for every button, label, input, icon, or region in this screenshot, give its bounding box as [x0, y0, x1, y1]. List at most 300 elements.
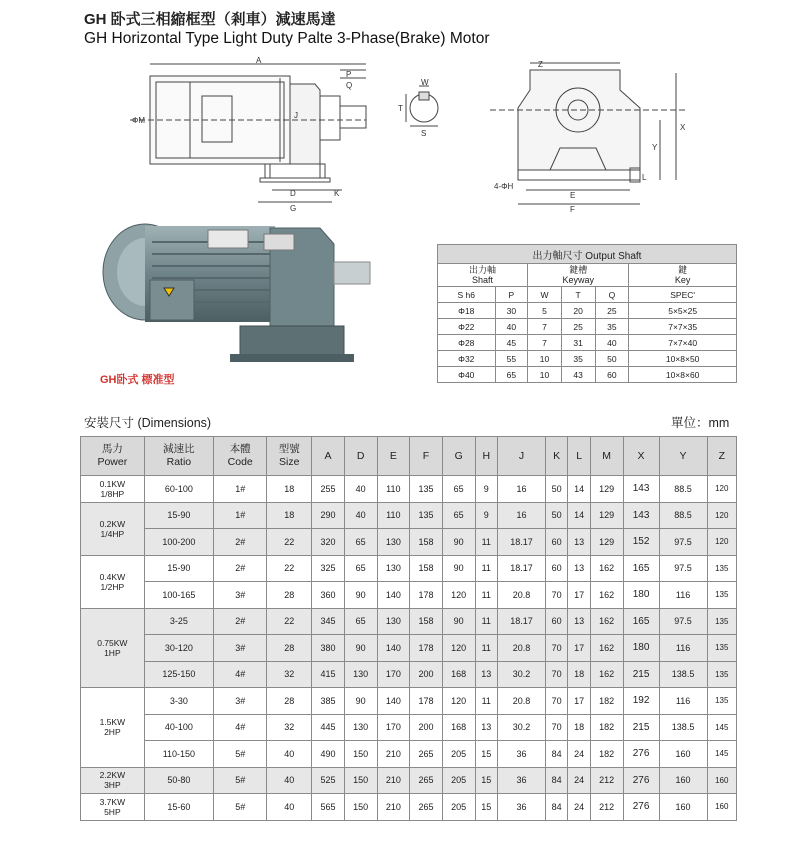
dimensions-cell: 160: [707, 767, 736, 794]
dimensions-cell: 192: [623, 688, 659, 715]
dimensions-cell: 165: [623, 555, 659, 582]
dimensions-cell: 84: [545, 767, 567, 794]
output-shaft-row: [438, 351, 737, 367]
dimensions-column-header: A: [312, 437, 345, 476]
dimensions-cell: 150: [344, 794, 377, 821]
dimensions-cell: 60: [545, 555, 567, 582]
dimensions-row: [81, 608, 737, 635]
output-shaft-cell: Φ32: [438, 351, 496, 367]
dimensions-cell: 70: [545, 688, 567, 715]
dimensions-cell: 158: [410, 608, 443, 635]
dimensions-cell: 22: [267, 555, 312, 582]
dimensions-cell: 152: [623, 529, 659, 556]
output-shaft-column-row: [438, 287, 737, 303]
output-shaft-column-header: T: [561, 287, 595, 303]
dimensions-cell: 129: [590, 476, 623, 503]
output-shaft-cell: Φ28: [438, 335, 496, 351]
output-shaft-cell: 20: [561, 303, 595, 319]
dimensions-cell: 160: [659, 741, 707, 768]
dimensions-cell: 385: [312, 688, 345, 715]
dimensions-cell: 116: [659, 582, 707, 609]
dimensions-cell: 18: [267, 476, 312, 503]
dimensions-cell: 1#: [214, 476, 267, 503]
dimensions-column-header: 本體 Code: [214, 437, 267, 476]
output-shaft-cell: 30: [495, 303, 528, 319]
dimensions-cell: 11: [475, 608, 497, 635]
dim-label-m: ΦM: [132, 116, 146, 125]
output-shaft-cell: 60: [595, 367, 629, 383]
dimensions-row: [81, 476, 737, 503]
dimensions-cell: 205: [442, 767, 475, 794]
output-shaft-cell: 7: [528, 319, 562, 335]
output-shaft-cell: 10×8×60: [629, 367, 737, 383]
power-cell: 3.7KW 5HP: [81, 794, 145, 821]
output-shaft-group-header: [438, 264, 737, 287]
dimensions-cell: 130: [344, 714, 377, 741]
dimensions-cell: 65: [442, 502, 475, 529]
dimensions-cell: 13: [475, 661, 497, 688]
dim-label-w: W: [421, 78, 429, 87]
dimensions-cell: 162: [590, 582, 623, 609]
dimensions-cell: 24: [568, 767, 590, 794]
dimensions-row: [81, 767, 737, 794]
dimensions-label: 安裝尺寸 (Dimensions): [84, 416, 212, 430]
dimensions-cell: 135: [707, 555, 736, 582]
dimensions-cell: 135: [707, 635, 736, 662]
dimensions-cell: 97.5: [659, 555, 707, 582]
dimensions-cell: 9: [475, 476, 497, 503]
dimensions-cell: 168: [442, 661, 475, 688]
dimensions-cell: 50-80: [144, 767, 213, 794]
output-shaft-column-header: SPEC': [629, 287, 737, 303]
dimensions-cell: 143: [623, 502, 659, 529]
output-shaft-cell: 10: [528, 351, 562, 367]
dimensions-cell: 145: [707, 714, 736, 741]
dimensions-cell: 325: [312, 555, 345, 582]
dimensions-cell: 28: [267, 688, 312, 715]
dimensions-cell: 22: [267, 529, 312, 556]
output-shaft-row: [438, 319, 737, 335]
dim-label-p: P: [346, 70, 352, 79]
dimensions-cell: 445: [312, 714, 345, 741]
dimensions-column-header: 馬力 Power: [81, 437, 145, 476]
dimensions-cell: 14: [568, 502, 590, 529]
dimensions-cell: 90: [344, 635, 377, 662]
dimensions-cell: 20.8: [497, 688, 545, 715]
dimensions-cell: 120: [707, 476, 736, 503]
dimensions-cell: 160: [707, 794, 736, 821]
dimensions-column-header: E: [377, 437, 410, 476]
side-view-drawing: [130, 56, 370, 216]
dimensions-cell: 212: [590, 794, 623, 821]
power-cell: 0.2KW 1/4HP: [81, 502, 145, 555]
dimensions-cell: 97.5: [659, 529, 707, 556]
dimensions-cell: 18.17: [497, 608, 545, 635]
keyway-group-header: 鍵槽 Keyway: [528, 264, 629, 287]
power-cell: 1.5KW 2HP: [81, 688, 145, 768]
dimensions-cell: 135: [410, 476, 443, 503]
dim-label-j: J: [294, 111, 298, 120]
dimensions-cell: 138.5: [659, 714, 707, 741]
dimensions-cell: 345: [312, 608, 345, 635]
dimensions-cell: 129: [590, 529, 623, 556]
dimensions-column-header: M: [590, 437, 623, 476]
dim-label-d: D: [290, 189, 296, 198]
dimensions-cell: 2#: [214, 555, 267, 582]
dimensions-cell: 145: [707, 741, 736, 768]
dimensions-cell: 3#: [214, 688, 267, 715]
dimensions-cell: 4#: [214, 714, 267, 741]
dimensions-cell: 290: [312, 502, 345, 529]
dimensions-cell: 13: [568, 529, 590, 556]
dimensions-cell: 18: [568, 661, 590, 688]
dimensions-cell: 13: [475, 714, 497, 741]
dimensions-cell: 265: [410, 767, 443, 794]
dimensions-column-header: L: [568, 437, 590, 476]
output-shaft-table: [437, 244, 737, 383]
dimensions-column-header: J: [497, 437, 545, 476]
dimensions-row: [81, 529, 737, 556]
dimensions-row: [81, 794, 737, 821]
front-view-drawing: [490, 58, 690, 214]
dimensions-cell: 5#: [214, 794, 267, 821]
dimensions-cell: 15-90: [144, 555, 213, 582]
dimensions-cell: 20.8: [497, 635, 545, 662]
dimensions-cell: 210: [377, 741, 410, 768]
dimensions-cell: 160: [659, 794, 707, 821]
dimensions-cell: 65: [442, 476, 475, 503]
output-shaft-cell: 40: [495, 319, 528, 335]
output-shaft-cell: 7×7×40: [629, 335, 737, 351]
dimensions-cell: 170: [377, 714, 410, 741]
dimensions-cell: 90: [442, 608, 475, 635]
dimensions-cell: 14: [568, 476, 590, 503]
dim-label-s: S: [421, 129, 427, 138]
dimensions-cell: 60-100: [144, 476, 213, 503]
dimensions-cell: 162: [590, 555, 623, 582]
page-title-english: GH Horizontal Type Light Duty Palte 3-Phase(Brake) Motor: [84, 30, 490, 47]
dimensions-row: [81, 635, 737, 662]
dimensions-cell: 265: [410, 741, 443, 768]
dimensions-cell: 162: [590, 635, 623, 662]
dimensions-cell: 168: [442, 714, 475, 741]
dimensions-cell: 116: [659, 688, 707, 715]
dim-label-e: E: [570, 191, 576, 200]
dimensions-cell: 135: [707, 582, 736, 609]
dimensions-column-header: H: [475, 437, 497, 476]
dimensions-cell: 2#: [214, 608, 267, 635]
dimensions-cell: 11: [475, 555, 497, 582]
dimensions-cell: 60: [545, 529, 567, 556]
dimensions-cell: 110-150: [144, 741, 213, 768]
dimensions-row: [81, 688, 737, 715]
dimensions-cell: 490: [312, 741, 345, 768]
dimensions-cell: 18.17: [497, 555, 545, 582]
dimensions-cell: 110: [377, 476, 410, 503]
dimensions-cell: 36: [497, 794, 545, 821]
output-shaft-column-header: Q: [595, 287, 629, 303]
output-shaft-cell: 31: [561, 335, 595, 351]
dimensions-cell: 9: [475, 502, 497, 529]
dimensions-cell: 11: [475, 635, 497, 662]
dimensions-cell: 120: [442, 582, 475, 609]
dimensions-row: [81, 714, 737, 741]
dimensions-cell: 17: [568, 635, 590, 662]
dimensions-cell: 15: [475, 767, 497, 794]
dimensions-cell: 15: [475, 794, 497, 821]
dimensions-cell: 178: [410, 688, 443, 715]
output-shaft-cell: 35: [595, 319, 629, 335]
dim-label-l: L: [642, 173, 647, 182]
dimensions-cell: 180: [623, 582, 659, 609]
dimensions-cell: 160: [659, 767, 707, 794]
output-shaft-cell: 43: [561, 367, 595, 383]
dimensions-cell: 65: [344, 555, 377, 582]
dimensions-cell: 135: [707, 688, 736, 715]
dimensions-row: [81, 502, 737, 529]
dimensions-cell: 120: [707, 502, 736, 529]
dim-label-g: G: [290, 204, 297, 213]
output-shaft-cell: 50: [595, 351, 629, 367]
output-shaft-cell: 45: [495, 335, 528, 351]
dimensions-column-header: D: [344, 437, 377, 476]
dimensions-cell: 90: [344, 582, 377, 609]
dimensions-cell: 130: [377, 529, 410, 556]
dimensions-cell: 360: [312, 582, 345, 609]
dimensions-cell: 97.5: [659, 608, 707, 635]
dimensions-cell: 24: [568, 794, 590, 821]
dimensions-cell: 135: [707, 608, 736, 635]
dimensions-header-row: [81, 437, 737, 476]
dimensions-cell: 162: [590, 661, 623, 688]
output-shaft-column-header: W: [528, 287, 562, 303]
dimensions-cell: 84: [545, 794, 567, 821]
dimensions-cell: 50: [545, 502, 567, 529]
dimensions-cell: 158: [410, 555, 443, 582]
shaft-group-header: 出力軸 Shaft: [438, 264, 528, 287]
output-shaft-cell: 40: [595, 335, 629, 351]
dimensions-cell: 5#: [214, 741, 267, 768]
dimensions-column-header: K: [545, 437, 567, 476]
dimensions-cell: 3-30: [144, 688, 213, 715]
output-shaft-cell: 55: [495, 351, 528, 367]
dimensions-row: [81, 582, 737, 609]
output-shaft-cell: Φ40: [438, 367, 496, 383]
dim-label-k: K: [334, 189, 340, 198]
dimensions-cell: 125-150: [144, 661, 213, 688]
dimensions-cell: 13: [568, 555, 590, 582]
dimensions-cell: 120: [707, 529, 736, 556]
dimensions-cell: 28: [267, 582, 312, 609]
output-shaft-row: [438, 367, 737, 383]
dimensions-cell: 138.5: [659, 661, 707, 688]
dim-label-h: 4-ΦH: [494, 182, 514, 191]
dim-label-a: A: [256, 56, 262, 65]
dimensions-cell: 40: [344, 502, 377, 529]
dimensions-cell: 32: [267, 661, 312, 688]
dimensions-cell: 182: [590, 741, 623, 768]
dimensions-cell: 158: [410, 529, 443, 556]
dimensions-cell: 200: [410, 661, 443, 688]
dimensions-cell: 15-60: [144, 794, 213, 821]
output-shaft-row: [438, 303, 737, 319]
output-shaft-cell: 7: [528, 335, 562, 351]
dimensions-cell: 2#: [214, 529, 267, 556]
motor-photo: [90, 214, 375, 366]
dimensions-column-header: Y: [659, 437, 707, 476]
dimensions-cell: 4#: [214, 661, 267, 688]
dimensions-cell: 65: [344, 529, 377, 556]
dimensions-row: [81, 661, 737, 688]
output-shaft-cell: 5: [528, 303, 562, 319]
dimensions-cell: 88.5: [659, 476, 707, 503]
dimensions-cell: 30.2: [497, 661, 545, 688]
dimensions-cell: 110: [377, 502, 410, 529]
dimensions-cell: 32: [267, 714, 312, 741]
dimensions-cell: 320: [312, 529, 345, 556]
dimensions-cell: 90: [442, 555, 475, 582]
power-cell: 0.1KW 1/8HP: [81, 476, 145, 503]
dimensions-cell: 165: [623, 608, 659, 635]
dimensions-cell: 100-165: [144, 582, 213, 609]
dimensions-column-header: G: [442, 437, 475, 476]
dimensions-cell: 16: [497, 502, 545, 529]
dimensions-cell: 11: [475, 529, 497, 556]
dimensions-cell: 116: [659, 635, 707, 662]
dimensions-cell: 5#: [214, 767, 267, 794]
dimensions-cell: 140: [377, 688, 410, 715]
unit-label: 單位：mm: [671, 416, 730, 430]
output-shaft-column-header: S h6: [438, 287, 496, 303]
dimensions-cell: 565: [312, 794, 345, 821]
dimensions-cell: 210: [377, 794, 410, 821]
dimensions-cell: 40: [267, 767, 312, 794]
dimensions-cell: 30.2: [497, 714, 545, 741]
dimensions-cell: 60: [545, 608, 567, 635]
dimensions-cell: 18: [267, 502, 312, 529]
dimensions-cell: 129: [590, 502, 623, 529]
dimensions-cell: 40: [344, 476, 377, 503]
dimensions-cell: 36: [497, 767, 545, 794]
dimensions-cell: 215: [623, 714, 659, 741]
dimensions-cell: 3#: [214, 635, 267, 662]
dimensions-cell: 130: [377, 555, 410, 582]
output-shaft-cell: 35: [561, 351, 595, 367]
dimensions-row: [81, 741, 737, 768]
output-shaft-column-header: P: [495, 287, 528, 303]
dimensions-cell: 100-200: [144, 529, 213, 556]
power-cell: 0.4KW 1/2HP: [81, 555, 145, 608]
output-shaft-cell: 10×8×50: [629, 351, 737, 367]
dimensions-cell: 40: [267, 794, 312, 821]
dimensions-cell: 120: [442, 635, 475, 662]
dimensions-cell: 15: [475, 741, 497, 768]
dimensions-column-header: Z: [707, 437, 736, 476]
page-title-chinese: GH 卧式三相縮框型（剎車）減速馬達: [84, 11, 336, 28]
dimensions-cell: 180: [623, 635, 659, 662]
photo-caption: GH卧式 標准型: [100, 374, 175, 386]
dimensions-cell: 16: [497, 476, 545, 503]
dimensions-cell: 150: [344, 741, 377, 768]
dimensions-cell: 40-100: [144, 714, 213, 741]
dimensions-cell: 162: [590, 608, 623, 635]
dimensions-cell: 90: [344, 688, 377, 715]
dimensions-row: [81, 555, 737, 582]
output-shaft-cell: 25: [595, 303, 629, 319]
dimensions-cell: 135: [707, 661, 736, 688]
dimensions-cell: 150: [344, 767, 377, 794]
dim-label-q: Q: [346, 81, 353, 90]
dimensions-cell: 18: [568, 714, 590, 741]
dimensions-cell: 130: [377, 608, 410, 635]
dimensions-cell: 84: [545, 741, 567, 768]
dim-label-f: F: [570, 205, 575, 214]
output-shaft-cell: 7×7×35: [629, 319, 737, 335]
key-group-header: 鍵 Key: [629, 264, 737, 287]
dimensions-cell: 120: [442, 688, 475, 715]
dimensions-cell: 178: [410, 582, 443, 609]
dimensions-cell: 205: [442, 741, 475, 768]
dimensions-cell: 3#: [214, 582, 267, 609]
dimensions-cell: 15-90: [144, 502, 213, 529]
dimensions-cell: 30-120: [144, 635, 213, 662]
dimensions-cell: 210: [377, 767, 410, 794]
dimensions-cell: 3-25: [144, 608, 213, 635]
dimensions-cell: 178: [410, 635, 443, 662]
dimensions-cell: 200: [410, 714, 443, 741]
dimensions-cell: 40: [267, 741, 312, 768]
dimensions-cell: 182: [590, 714, 623, 741]
dim-label-y: Y: [652, 143, 658, 152]
dimensions-cell: 276: [623, 794, 659, 821]
dimensions-cell: 65: [344, 608, 377, 635]
dimensions-column-header: X: [623, 437, 659, 476]
dimensions-cell: 90: [442, 529, 475, 556]
shaft-end-drawing: [396, 78, 446, 148]
dimensions-cell: 525: [312, 767, 345, 794]
dimensions-table: [80, 436, 737, 821]
dimensions-cell: 143: [623, 476, 659, 503]
output-shaft-cell: 25: [561, 319, 595, 335]
dimensions-cell: 11: [475, 688, 497, 715]
output-shaft-title: 出力軸尺寸 Output Shaft: [438, 245, 737, 264]
dimensions-cell: 20.8: [497, 582, 545, 609]
dimensions-cell: 140: [377, 582, 410, 609]
dimensions-cell: 380: [312, 635, 345, 662]
output-shaft-row: [438, 335, 737, 351]
dimensions-cell: 140: [377, 635, 410, 662]
power-cell: 2.2KW 3HP: [81, 767, 145, 794]
dimensions-cell: 70: [545, 714, 567, 741]
dimensions-cell: 36: [497, 741, 545, 768]
dimensions-cell: 205: [442, 794, 475, 821]
dimensions-cell: 17: [568, 688, 590, 715]
dimensions-cell: 276: [623, 741, 659, 768]
dimensions-cell: 212: [590, 767, 623, 794]
dimensions-cell: 17: [568, 582, 590, 609]
output-shaft-cell: 5×5×25: [629, 303, 737, 319]
dimensions-cell: 70: [545, 661, 567, 688]
power-cell: 0.75KW 1HP: [81, 608, 145, 688]
output-shaft-cell: Φ18: [438, 303, 496, 319]
dimensions-cell: 1#: [214, 502, 267, 529]
dimensions-column-header: F: [410, 437, 443, 476]
dimensions-cell: 415: [312, 661, 345, 688]
dimensions-cell: 28: [267, 635, 312, 662]
dimensions-column-header: 型號 Size: [267, 437, 312, 476]
dimensions-cell: 24: [568, 741, 590, 768]
dimensions-cell: 265: [410, 794, 443, 821]
